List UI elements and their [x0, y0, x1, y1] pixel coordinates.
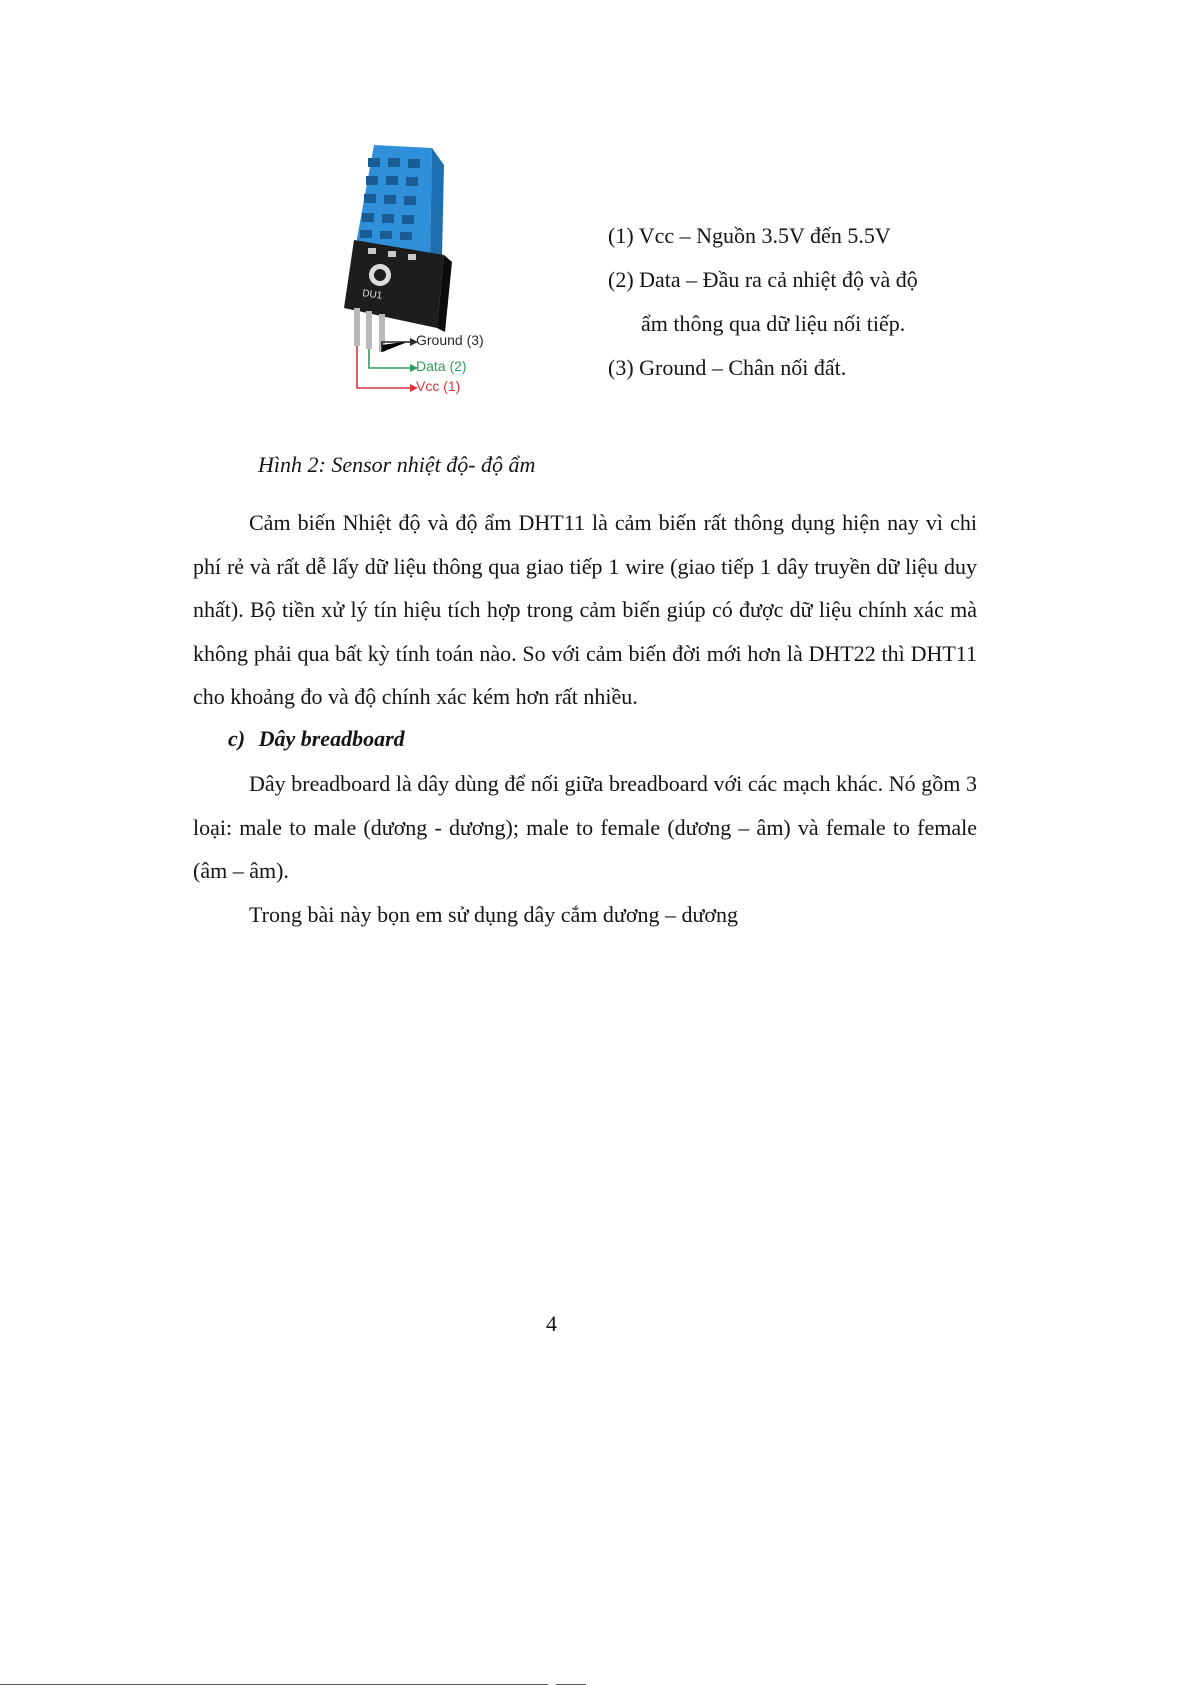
paragraph-breadboard: Dây breadboard là dây dùng để nối giữa breadboard với các mạch khác. Nó gồm 3 loại: male to male (dương - dương); male to female (dương – âm) và female to female (âm – âm).	[193, 771, 977, 883]
pin-description-list	[608, 214, 1028, 390]
paragraph-usage: Trong bài này bọn em sử dụng dây cắm dương – dương	[249, 901, 739, 927]
pin-item-data: (2) Data – Đầu ra cả nhiệt độ và độ	[608, 267, 918, 292]
body-section	[193, 501, 977, 719]
section-heading	[228, 726, 405, 752]
dht11-sensor-figure	[340, 140, 580, 430]
pin-item-vcc: (1) Vcc – Nguồn 3.5V đến 5.5V	[608, 223, 891, 248]
board-label: DU1	[361, 288, 383, 302]
pin-label-vcc: Vcc (1)	[416, 378, 461, 394]
section-title: Dây breadboard	[258, 726, 405, 751]
paragraph-dht11: Cảm biến Nhiệt độ và độ ẩm DHT11 là cảm biến rất thông dụng hiện nay vì chi phí rẻ và rất dễ lấy dữ liệu thông qua giao tiếp 1 wire (giao tiếp 1 dây truyền dữ liệu duy nhất). Bộ tiền xử lý tín hiệu tích hợp trong cảm biến giúp có được dữ liệu chính xác mà không phải qua bất kỳ tính toán nào. So với cảm biến đời mới hơn là DHT22 thì DHT11 cho khoảng đo và độ chính xác kém hơn rất nhiều.	[193, 510, 977, 709]
breadboard-section	[193, 762, 977, 936]
figure-caption: Hình 2: Sensor nhiệt độ- độ ẩm	[258, 452, 536, 477]
pin-label-ground: Ground (3)	[416, 332, 484, 348]
page-number: 4	[546, 1311, 557, 1336]
pin-label-data: Data (2)	[416, 358, 467, 374]
section-marker: c)	[228, 726, 246, 751]
pin-item-ground: (3) Ground – Chân nối đất.	[608, 355, 847, 380]
pin-item-data-continued: ẩm thông qua dữ liệu nối tiếp.	[641, 311, 906, 336]
